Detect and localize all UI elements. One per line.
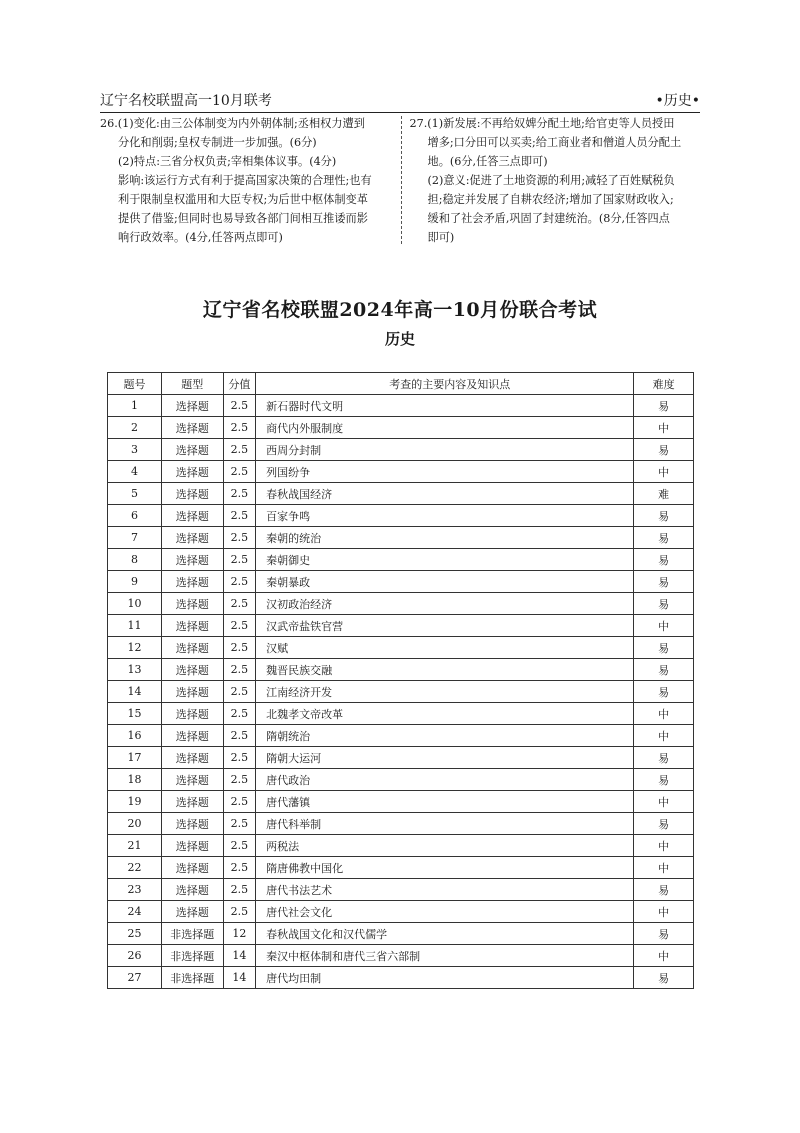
cell-question-number: 7 [108, 527, 162, 549]
answer-line: 地。(6分,任答三点即可) [427, 155, 548, 168]
cell-content: 隋朝大运河 [256, 747, 634, 769]
answer-line: (2)特点:三省分权负责;宰相集体议事。(4分) [118, 155, 337, 168]
table-row [108, 593, 694, 615]
cell-question-type: 非选择题 [161, 923, 223, 945]
cell-score: 2.5 [223, 549, 256, 571]
cell-difficulty: 中 [634, 857, 694, 879]
answer-section [100, 114, 700, 246]
table-header-row [108, 373, 694, 395]
cell-score: 2.5 [223, 395, 256, 417]
answer-line: 26.(1)变化:由三公体制变为内外朝体制;丞相权力遭到 [100, 117, 365, 130]
cell-content: 两税法 [256, 835, 634, 857]
table-row [108, 747, 694, 769]
cell-question-type: 选择题 [161, 703, 223, 725]
cell-content: 商代内外服制度 [256, 417, 634, 439]
table-row [108, 505, 694, 527]
exam-specification-table [107, 372, 694, 989]
document-title: 辽宁省名校联盟2024年高一10月份联合考试 [202, 299, 598, 321]
table-row [108, 769, 694, 791]
cell-question-type: 选择题 [161, 681, 223, 703]
cell-question-type: 选择题 [161, 461, 223, 483]
answer-line: 提供了借鉴;但同时也易导致各部门间相互推诿而影 [118, 212, 368, 225]
cell-difficulty: 易 [634, 681, 694, 703]
table-row [108, 923, 694, 945]
cell-question-type: 选择题 [161, 483, 223, 505]
answer-27 [404, 114, 701, 246]
cell-question-type: 选择题 [161, 439, 223, 461]
cell-score: 2.5 [223, 835, 256, 857]
cell-question-number: 26 [108, 945, 162, 967]
table-row [108, 659, 694, 681]
header-difficulty: 难度 [634, 373, 694, 395]
cell-question-type: 选择题 [161, 395, 223, 417]
cell-question-type: 选择题 [161, 549, 223, 571]
cell-score: 2.5 [223, 505, 256, 527]
cell-content: 列国纷争 [256, 461, 634, 483]
answer-line: 27.(1)新发展:不再给奴婢分配土地;给官吏等人员授田 [409, 117, 675, 130]
column-divider [401, 116, 402, 244]
cell-score: 14 [223, 945, 256, 967]
cell-score: 12 [223, 923, 256, 945]
answer-line: 利于限制皇权滥用和大臣专权;为后世中枢体制变革 [118, 193, 368, 206]
cell-question-type: 选择题 [161, 791, 223, 813]
cell-content: 唐代均田制 [256, 967, 634, 989]
cell-question-type: 选择题 [161, 637, 223, 659]
cell-score: 2.5 [223, 725, 256, 747]
cell-difficulty: 易 [634, 769, 694, 791]
cell-score: 2.5 [223, 615, 256, 637]
page-header [100, 88, 700, 113]
answer-line: 响行政效率。(4分,任答两点即可) [118, 231, 283, 244]
cell-question-number: 24 [108, 901, 162, 923]
cell-question-number: 27 [108, 967, 162, 989]
table-row [108, 681, 694, 703]
table-row [108, 637, 694, 659]
table-row [108, 527, 694, 549]
cell-difficulty: 易 [634, 505, 694, 527]
header-subject: •历史• [655, 93, 700, 109]
cell-score: 2.5 [223, 593, 256, 615]
header-question-type: 题型 [161, 373, 223, 395]
cell-score: 2.5 [223, 439, 256, 461]
cell-content: 春秋战国文化和汉代儒学 [256, 923, 634, 945]
answer-26 [100, 114, 399, 246]
cell-score: 2.5 [223, 417, 256, 439]
cell-content: 汉武帝盐铁官营 [256, 615, 634, 637]
cell-content: 春秋战国经济 [256, 483, 634, 505]
cell-question-type: 非选择题 [161, 945, 223, 967]
table-row [108, 857, 694, 879]
table-row [108, 901, 694, 923]
cell-question-number: 3 [108, 439, 162, 461]
answer-line: 即可) [427, 231, 455, 244]
cell-question-type: 选择题 [161, 879, 223, 901]
cell-difficulty: 中 [634, 703, 694, 725]
cell-score: 2.5 [223, 769, 256, 791]
cell-difficulty: 中 [634, 725, 694, 747]
table-row [108, 549, 694, 571]
cell-question-number: 17 [108, 747, 162, 769]
cell-difficulty: 中 [634, 417, 694, 439]
table-row [108, 615, 694, 637]
answer-line: 缓和了社会矛盾,巩固了封建统治。(8分,任答四点 [427, 212, 670, 225]
cell-score: 2.5 [223, 527, 256, 549]
answer-line: (2)意义:促进了土地资源的利用;减轻了百姓赋税负 [427, 174, 675, 187]
table-row [108, 835, 694, 857]
cell-content: 秦朝暴政 [256, 571, 634, 593]
cell-question-number: 23 [108, 879, 162, 901]
cell-question-number: 6 [108, 505, 162, 527]
cell-question-type: 选择题 [161, 417, 223, 439]
cell-question-type: 选择题 [161, 571, 223, 593]
cell-score: 2.5 [223, 703, 256, 725]
cell-question-type: 选择题 [161, 593, 223, 615]
cell-question-number: 22 [108, 857, 162, 879]
table-row [108, 725, 694, 747]
cell-difficulty: 易 [634, 593, 694, 615]
cell-difficulty: 中 [634, 901, 694, 923]
cell-question-number: 5 [108, 483, 162, 505]
cell-score: 2.5 [223, 483, 256, 505]
cell-content: 汉赋 [256, 637, 634, 659]
cell-content: 秦朝御史 [256, 549, 634, 571]
cell-question-number: 4 [108, 461, 162, 483]
cell-score: 2.5 [223, 571, 256, 593]
cell-question-type: 选择题 [161, 725, 223, 747]
table-row [108, 483, 694, 505]
cell-score: 2.5 [223, 637, 256, 659]
cell-score: 2.5 [223, 879, 256, 901]
table-row [108, 395, 694, 417]
cell-content: 唐代藩镇 [256, 791, 634, 813]
cell-score: 2.5 [223, 813, 256, 835]
cell-question-number: 12 [108, 637, 162, 659]
cell-question-number: 1 [108, 395, 162, 417]
table-row [108, 945, 694, 967]
cell-content: 百家争鸣 [256, 505, 634, 527]
cell-score: 2.5 [223, 461, 256, 483]
cell-question-number: 19 [108, 791, 162, 813]
cell-difficulty: 易 [634, 747, 694, 769]
answer-line: 担;稳定并发展了自耕农经济;增加了国家财政收入; [427, 193, 674, 206]
header-content: 考查的主要内容及知识点 [256, 373, 634, 395]
cell-score: 2.5 [223, 747, 256, 769]
document-subtitle: 历史 [384, 330, 415, 348]
cell-content: 魏晋民族交融 [256, 659, 634, 681]
cell-question-number: 21 [108, 835, 162, 857]
cell-content: 秦朝的统治 [256, 527, 634, 549]
cell-content: 隋朝统治 [256, 725, 634, 747]
cell-content: 北魏孝文帝改革 [256, 703, 634, 725]
header-question-number: 题号 [108, 373, 162, 395]
header-exam-name: 辽宁名校联盟高一10月联考 [100, 93, 272, 109]
table-row [108, 703, 694, 725]
table-row [108, 813, 694, 835]
cell-difficulty: 易 [634, 439, 694, 461]
cell-content: 汉初政治经济 [256, 593, 634, 615]
cell-difficulty: 中 [634, 615, 694, 637]
table-row [108, 967, 694, 989]
cell-question-number: 11 [108, 615, 162, 637]
cell-question-type: 选择题 [161, 835, 223, 857]
cell-content: 唐代科举制 [256, 813, 634, 835]
cell-question-number: 8 [108, 549, 162, 571]
cell-content: 新石器时代文明 [256, 395, 634, 417]
cell-score: 2.5 [223, 659, 256, 681]
cell-question-type: 选择题 [161, 615, 223, 637]
cell-question-type: 非选择题 [161, 967, 223, 989]
table-body [108, 395, 694, 989]
table-row [108, 571, 694, 593]
cell-question-number: 16 [108, 725, 162, 747]
cell-difficulty: 易 [634, 967, 694, 989]
cell-difficulty: 易 [634, 527, 694, 549]
table-row [108, 417, 694, 439]
cell-question-number: 9 [108, 571, 162, 593]
cell-question-type: 选择题 [161, 747, 223, 769]
cell-score: 2.5 [223, 857, 256, 879]
cell-content: 江南经济开发 [256, 681, 634, 703]
cell-content: 秦汉中枢体制和唐代三省六部制 [256, 945, 634, 967]
answer-line: 增多;口分田可以买卖;给工商业者和僧道人员分配土 [427, 136, 682, 149]
cell-score: 2.5 [223, 791, 256, 813]
table-row [108, 879, 694, 901]
cell-difficulty: 易 [634, 549, 694, 571]
table-row [108, 439, 694, 461]
cell-question-number: 18 [108, 769, 162, 791]
cell-difficulty: 易 [634, 571, 694, 593]
table-row [108, 461, 694, 483]
cell-question-number: 2 [108, 417, 162, 439]
cell-content: 唐代书法艺术 [256, 879, 634, 901]
cell-difficulty: 易 [634, 395, 694, 417]
cell-difficulty: 易 [634, 923, 694, 945]
cell-question-number: 13 [108, 659, 162, 681]
cell-question-type: 选择题 [161, 505, 223, 527]
cell-difficulty: 中 [634, 461, 694, 483]
cell-difficulty: 中 [634, 791, 694, 813]
cell-score: 2.5 [223, 681, 256, 703]
cell-content: 隋唐佛教中国化 [256, 857, 634, 879]
cell-difficulty: 难 [634, 483, 694, 505]
table-row [108, 791, 694, 813]
cell-content: 唐代政治 [256, 769, 634, 791]
cell-question-type: 选择题 [161, 659, 223, 681]
cell-difficulty: 中 [634, 945, 694, 967]
cell-score: 14 [223, 967, 256, 989]
answer-line: 影响:该运行方式有利于提高国家决策的合理性;也有 [118, 174, 372, 187]
answer-line: 分化和削弱;皇权专制进一步加强。(6分) [118, 136, 317, 149]
cell-difficulty: 易 [634, 637, 694, 659]
cell-content: 唐代社会文化 [256, 901, 634, 923]
cell-question-number: 14 [108, 681, 162, 703]
cell-content: 西周分封制 [256, 439, 634, 461]
cell-question-number: 20 [108, 813, 162, 835]
cell-difficulty: 易 [634, 813, 694, 835]
cell-question-type: 选择题 [161, 901, 223, 923]
header-score: 分值 [223, 373, 256, 395]
cell-question-type: 选择题 [161, 857, 223, 879]
cell-difficulty: 中 [634, 835, 694, 857]
cell-question-type: 选择题 [161, 813, 223, 835]
cell-difficulty: 易 [634, 879, 694, 901]
cell-question-number: 10 [108, 593, 162, 615]
cell-difficulty: 易 [634, 659, 694, 681]
cell-question-type: 选择题 [161, 527, 223, 549]
cell-question-number: 25 [108, 923, 162, 945]
cell-question-type: 选择题 [161, 769, 223, 791]
cell-question-number: 15 [108, 703, 162, 725]
cell-score: 2.5 [223, 901, 256, 923]
